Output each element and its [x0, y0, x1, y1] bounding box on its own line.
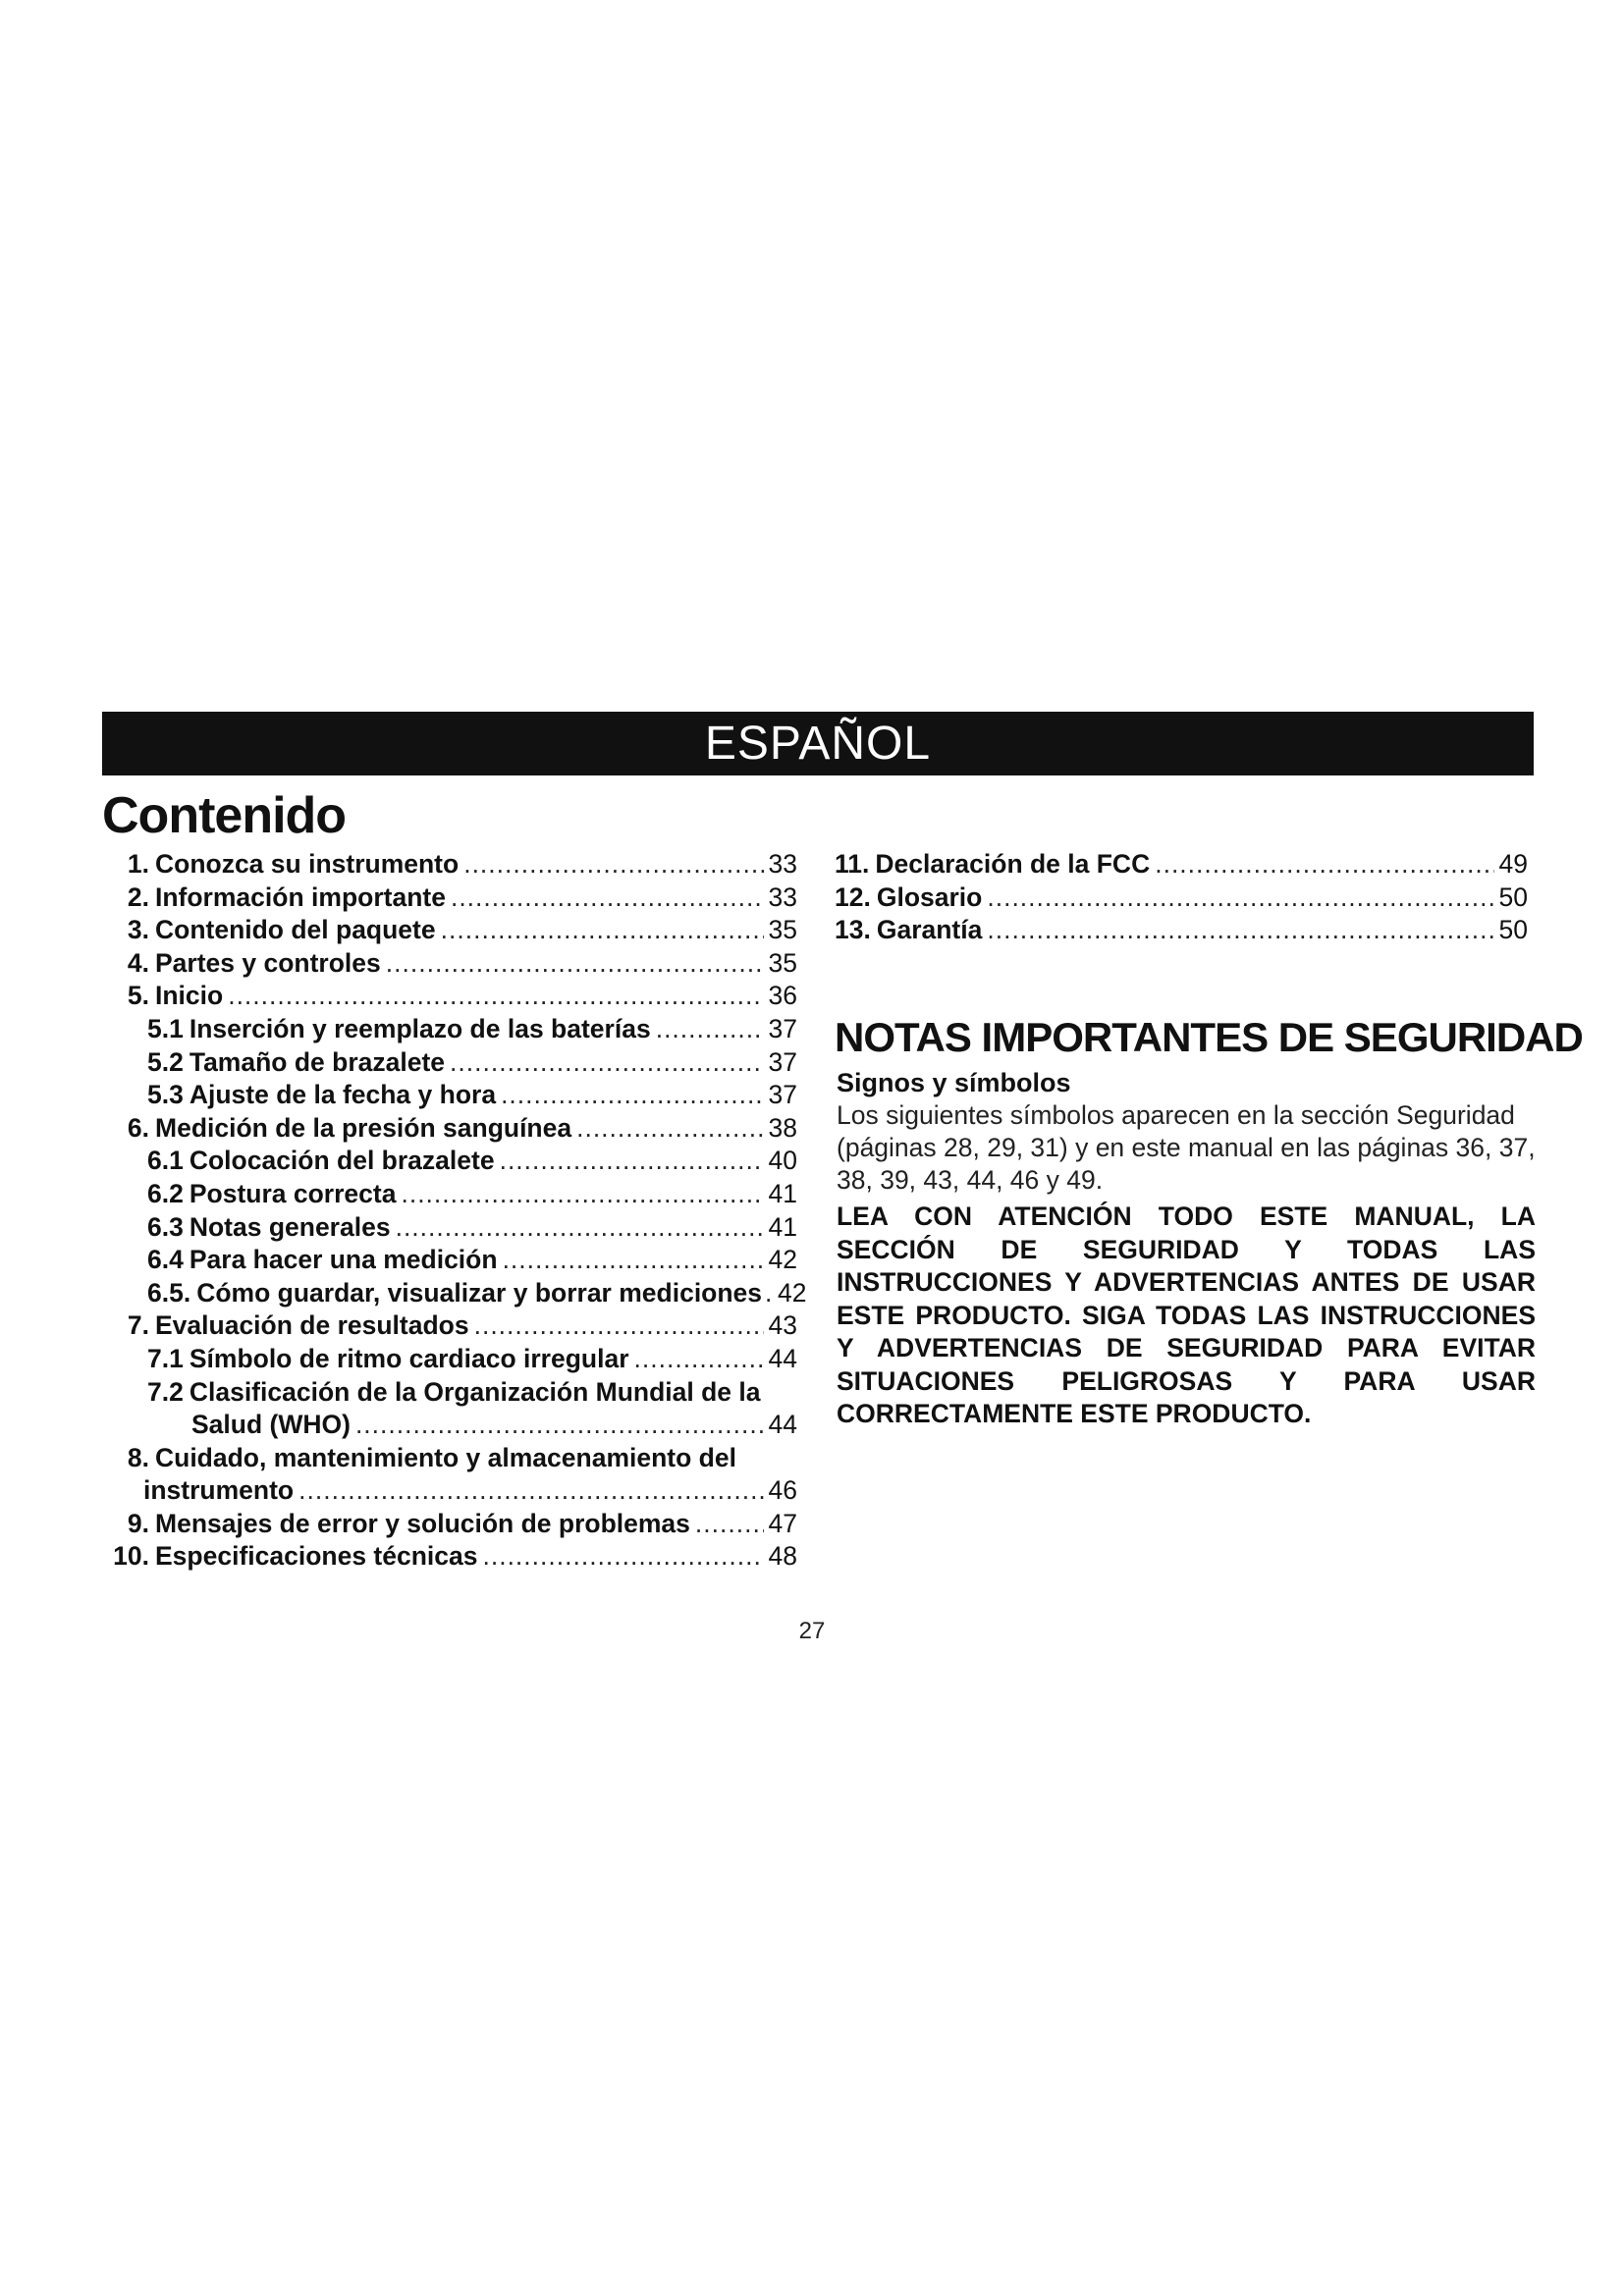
toc-number: 5.1 [147, 1013, 184, 1043]
toc-number: 1. [127, 849, 149, 879]
toc-left-column [98, 848, 807, 1574]
toc-label: Evaluación de resultados [155, 1310, 469, 1341]
safety-section-title: NOTAS IMPORTANTES DE SEGURIDAD [835, 1014, 1583, 1060]
toc-page: 46 [768, 1475, 797, 1506]
toc-label: Información importante [155, 881, 446, 912]
toc-leader [503, 1244, 764, 1277]
toc-leader [451, 881, 764, 915]
toc-page: 40 [768, 1146, 797, 1176]
toc-number: 10. [113, 1541, 149, 1572]
toc-page: 33 [768, 849, 797, 879]
toc-entry[interactable] [98, 1112, 797, 1146]
toc-leader [501, 1079, 763, 1112]
toc-entry[interactable] [98, 881, 797, 915]
toc-entry[interactable] [98, 1079, 797, 1112]
toc-page: 50 [1498, 881, 1528, 912]
toc-label: Notas generales [189, 1211, 391, 1242]
toc-number: 6.2 [147, 1178, 184, 1208]
contents-title: Contenido [102, 787, 347, 844]
toc-leader [401, 1178, 763, 1211]
toc-entry[interactable] [98, 1013, 797, 1046]
toc-number: 13. [835, 915, 871, 945]
toc-label: Garantía [876, 915, 983, 945]
toc-page: 42 [768, 1245, 797, 1275]
toc-right-column [835, 848, 1528, 947]
toc-number: 5.3 [147, 1080, 184, 1110]
toc-leader [228, 980, 763, 1013]
toc-number: 3. [127, 915, 149, 945]
toc-page: 41 [768, 1211, 797, 1242]
toc-number: 6.4 [147, 1245, 184, 1275]
toc-page: 33 [768, 881, 797, 912]
toc-number: 7.1 [147, 1343, 184, 1373]
toc-label: Tamaño de brazalete [189, 1046, 446, 1077]
toc-leader [396, 1211, 764, 1245]
toc-page: 36 [768, 981, 797, 1011]
toc-entry[interactable] [835, 848, 1528, 881]
toc-label: Contenido del paquete [155, 915, 436, 945]
toc-page: 35 [768, 915, 797, 945]
toc-number: 9. [127, 1508, 149, 1538]
toc-page: 35 [768, 947, 797, 978]
toc-entry[interactable] [98, 1309, 797, 1343]
language-banner: ESPAÑOL [102, 712, 1534, 775]
toc-leader [634, 1343, 764, 1376]
toc-page: 47 [768, 1508, 797, 1538]
toc-number: 8. [127, 1442, 149, 1472]
toc-label: Inicio [155, 981, 224, 1011]
toc-label: Cómo guardar, visualizar y borrar mediciones [196, 1277, 763, 1308]
toc-leader [987, 914, 1493, 947]
toc-number: 6. [127, 1112, 149, 1143]
toc-leader [474, 1309, 764, 1343]
toc-page: 50 [1498, 915, 1528, 945]
toc-number: 6.1 [147, 1146, 184, 1176]
toc-label: Declaración de la FCC [875, 849, 1151, 879]
toc-number: 4. [127, 947, 149, 978]
toc-label: Postura correcta [189, 1178, 397, 1208]
toc-label: instrumento [143, 1475, 295, 1506]
toc-number: 2. [127, 881, 149, 912]
toc-label: Salud (WHO) [191, 1410, 351, 1440]
toc-leader [656, 1013, 764, 1046]
page-number: 27 [798, 1618, 826, 1644]
toc-number: 7. [127, 1310, 149, 1341]
toc-label: Para hacer una medición [189, 1245, 498, 1275]
toc-entry[interactable] [98, 1046, 797, 1080]
toc-page: 38 [768, 1112, 797, 1143]
safety-warning-paragraph: LEA CON ATENCIÓN TODO ESTE MANUAL, LA SECCIÓN DE SEGURIDAD Y TODAS LAS INSTRUCCIONES Y ADVERTENCIAS ANTES DE USAR ESTE PRODUCTO. SIGA TODAS LAS INSTRUCCIONES Y ADVERTENCIAS DE SEGURIDAD PARA EVITAR SITUACIONES PELIGROSAS Y PARA USAR CORRECTAMENTE ESTE PRODUCTO. [837, 1201, 1536, 1428]
toc-number: 5. [127, 981, 149, 1011]
toc-leader [765, 1277, 775, 1310]
toc-entry[interactable] [98, 980, 797, 1013]
toc-label: Símbolo de ritmo cardiaco irregular [189, 1343, 629, 1373]
toc-leader [463, 848, 763, 881]
toc-entry[interactable] [98, 1277, 807, 1310]
toc-leader [386, 947, 764, 981]
toc-label: Mensajes de error y solución de problemas [155, 1508, 690, 1538]
toc-leader [441, 914, 764, 947]
toc-number: 6.5. [147, 1277, 191, 1308]
toc-label: Clasificación de la Organización Mundial de la [189, 1376, 761, 1407]
toc-label: Glosario [876, 881, 983, 912]
toc-number: 12. [835, 881, 871, 912]
toc-number: 11. [835, 849, 870, 879]
toc-page: 37 [768, 1046, 797, 1077]
toc-number: 6.3 [147, 1211, 184, 1242]
toc-entry-continuation[interactable] [98, 1474, 797, 1508]
toc-leader [450, 1046, 763, 1080]
toc-page: 44 [768, 1410, 797, 1440]
toc-entry[interactable] [835, 914, 1528, 947]
toc-label: Inserción y reemplazo de las baterías [189, 1013, 651, 1043]
toc-entry[interactable] [98, 947, 797, 981]
toc-page: 37 [768, 1013, 797, 1043]
toc-entry[interactable] [98, 1211, 797, 1245]
toc-leader [987, 881, 1493, 915]
toc-entry[interactable] [98, 848, 797, 881]
toc-page: 43 [768, 1310, 797, 1341]
toc-page: 48 [768, 1541, 797, 1572]
toc-page: 42 [778, 1277, 807, 1308]
toc-label: Colocación del brazalete [189, 1146, 495, 1176]
toc-page: 44 [768, 1343, 797, 1373]
toc-label: Medición de la presión sanguínea [155, 1112, 572, 1143]
toc-entry[interactable] [98, 1540, 797, 1574]
toc-entry[interactable] [98, 1343, 797, 1376]
symbols-paragraph: Los siguientes símbolos aparecen en la sección Seguridad (páginas 28, 29, 31) y en este manual en las páginas 36, 37, 38, 39, 43, 44, 46 y 49. [837, 1100, 1536, 1195]
toc-number: 7.2 [147, 1376, 184, 1407]
toc-page: 41 [768, 1178, 797, 1208]
toc-entry[interactable] [98, 1145, 797, 1178]
symbols-subtitle: Signos y símbolos [837, 1068, 1071, 1097]
toc-entry[interactable] [98, 1244, 797, 1277]
toc-entry[interactable] [835, 881, 1528, 915]
toc-label: Especificaciones técnicas [155, 1541, 478, 1572]
toc-leader [355, 1409, 764, 1442]
toc-entry-continuation[interactable] [98, 1409, 797, 1442]
toc-label: Ajuste de la fecha y hora [189, 1080, 497, 1110]
toc-leader [695, 1508, 764, 1541]
toc-label: Partes y controles [155, 947, 381, 978]
toc-entry[interactable] [98, 1178, 797, 1211]
toc-label: Cuidado, mantenimiento y almacenamiento del [155, 1442, 736, 1472]
toc-leader [298, 1474, 763, 1508]
toc-leader [1155, 848, 1493, 881]
toc-entry[interactable] [98, 1508, 797, 1541]
toc-entry[interactable] [98, 1376, 797, 1410]
toc-entry[interactable] [98, 1442, 797, 1475]
toc-page: 49 [1498, 849, 1528, 879]
toc-leader [576, 1112, 763, 1146]
toc-leader [482, 1540, 763, 1574]
toc-leader [500, 1145, 764, 1178]
toc-page: 37 [768, 1080, 797, 1110]
toc-number: 5.2 [147, 1046, 184, 1077]
toc-entry[interactable] [98, 914, 797, 947]
toc-label: Conozca su instrumento [155, 849, 460, 879]
